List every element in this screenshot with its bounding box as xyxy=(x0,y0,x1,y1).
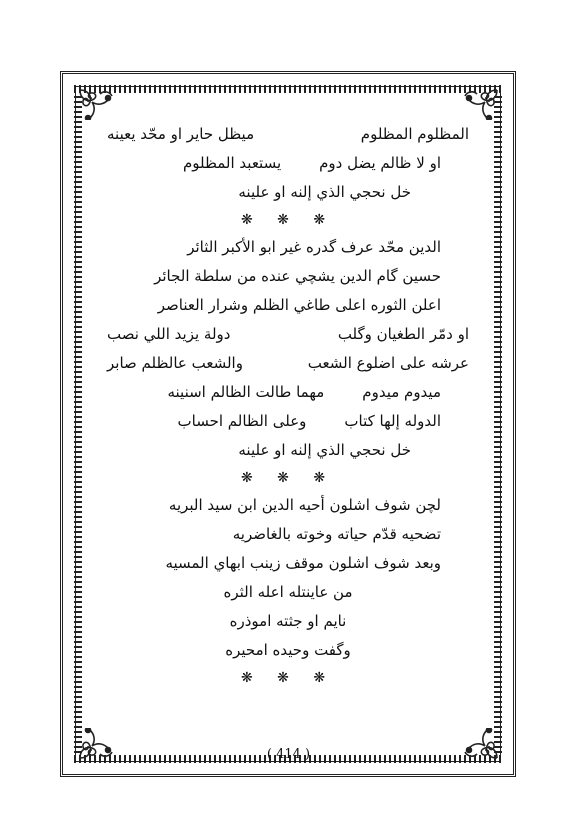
hemistich-left: دولة يزيد اللي نصب xyxy=(107,325,231,343)
hemistich-right: عرشه على اضلوع الشعب xyxy=(307,354,469,372)
poem-line xyxy=(95,120,481,149)
poem-line xyxy=(95,320,481,349)
hemistich-left: يستعبد المظلوم xyxy=(182,154,282,172)
poem-body xyxy=(95,120,481,691)
poem-refrain: خل نحجي الذي إلنه او علينه xyxy=(238,441,411,459)
poem-line xyxy=(95,149,481,178)
poem-line: اعلن الثوره اعلى طاغي الظلم وشرار العناصر xyxy=(157,296,441,314)
corner-ornament-icon xyxy=(459,88,499,120)
poem-line: من عاينتله اعله الثره xyxy=(223,583,353,601)
corner-ornament-icon xyxy=(78,88,118,120)
poem-line xyxy=(95,407,481,436)
poem-refrain: خل نحجي الذي إلنه او علينه xyxy=(238,183,411,201)
hemistich-right: او دمّر الطغيان وگلب xyxy=(337,325,469,343)
hemistich-left: مهما طالت الظالم اسنينه xyxy=(167,383,325,401)
hemistich-left: والشعب عالظلم صابر xyxy=(107,354,243,372)
star-separator-icon: ❋ ❋ ❋ xyxy=(240,670,336,686)
poem-line xyxy=(95,378,481,407)
poem-line: تضحيه قدّم حياته وخوته بالغاضريه xyxy=(232,525,441,543)
hemistich-left: وعلى الظالم احساب xyxy=(177,412,307,430)
poem-line: حسين گام الدين يشچي عنده من سلطة الجائر xyxy=(154,267,441,285)
hemistich-right: ميدوم ميدوم xyxy=(362,383,441,401)
hemistich-right: الدوله إلها كتاب xyxy=(344,412,441,430)
star-separator-icon: ❋ ❋ ❋ xyxy=(240,470,336,486)
poem-line: الدين محّد عرف گدره غير ابو الأكبر الثائر xyxy=(187,238,441,256)
poem-line: نايم او جثته اموذره xyxy=(229,612,347,630)
page-number: ( 414 ) xyxy=(266,747,311,762)
star-separator-icon: ❋ ❋ ❋ xyxy=(240,212,336,228)
hemistich-left: ميظل حاير او محّد يعينه xyxy=(107,125,255,143)
poem-line xyxy=(95,349,481,378)
hemistich-right: او لا ظالم يضل دوم xyxy=(319,154,441,172)
poem-line: لچن شوف اشلون أحيه الدين ابن سيد البريه xyxy=(168,496,441,514)
poem-line: وبعد شوف اشلون موقف زينب ابهاي المسيه xyxy=(165,554,441,572)
hemistich-right: المظلوم المظلوم xyxy=(360,125,469,143)
poem-line: وگفت وحيده امحيره xyxy=(225,641,351,659)
